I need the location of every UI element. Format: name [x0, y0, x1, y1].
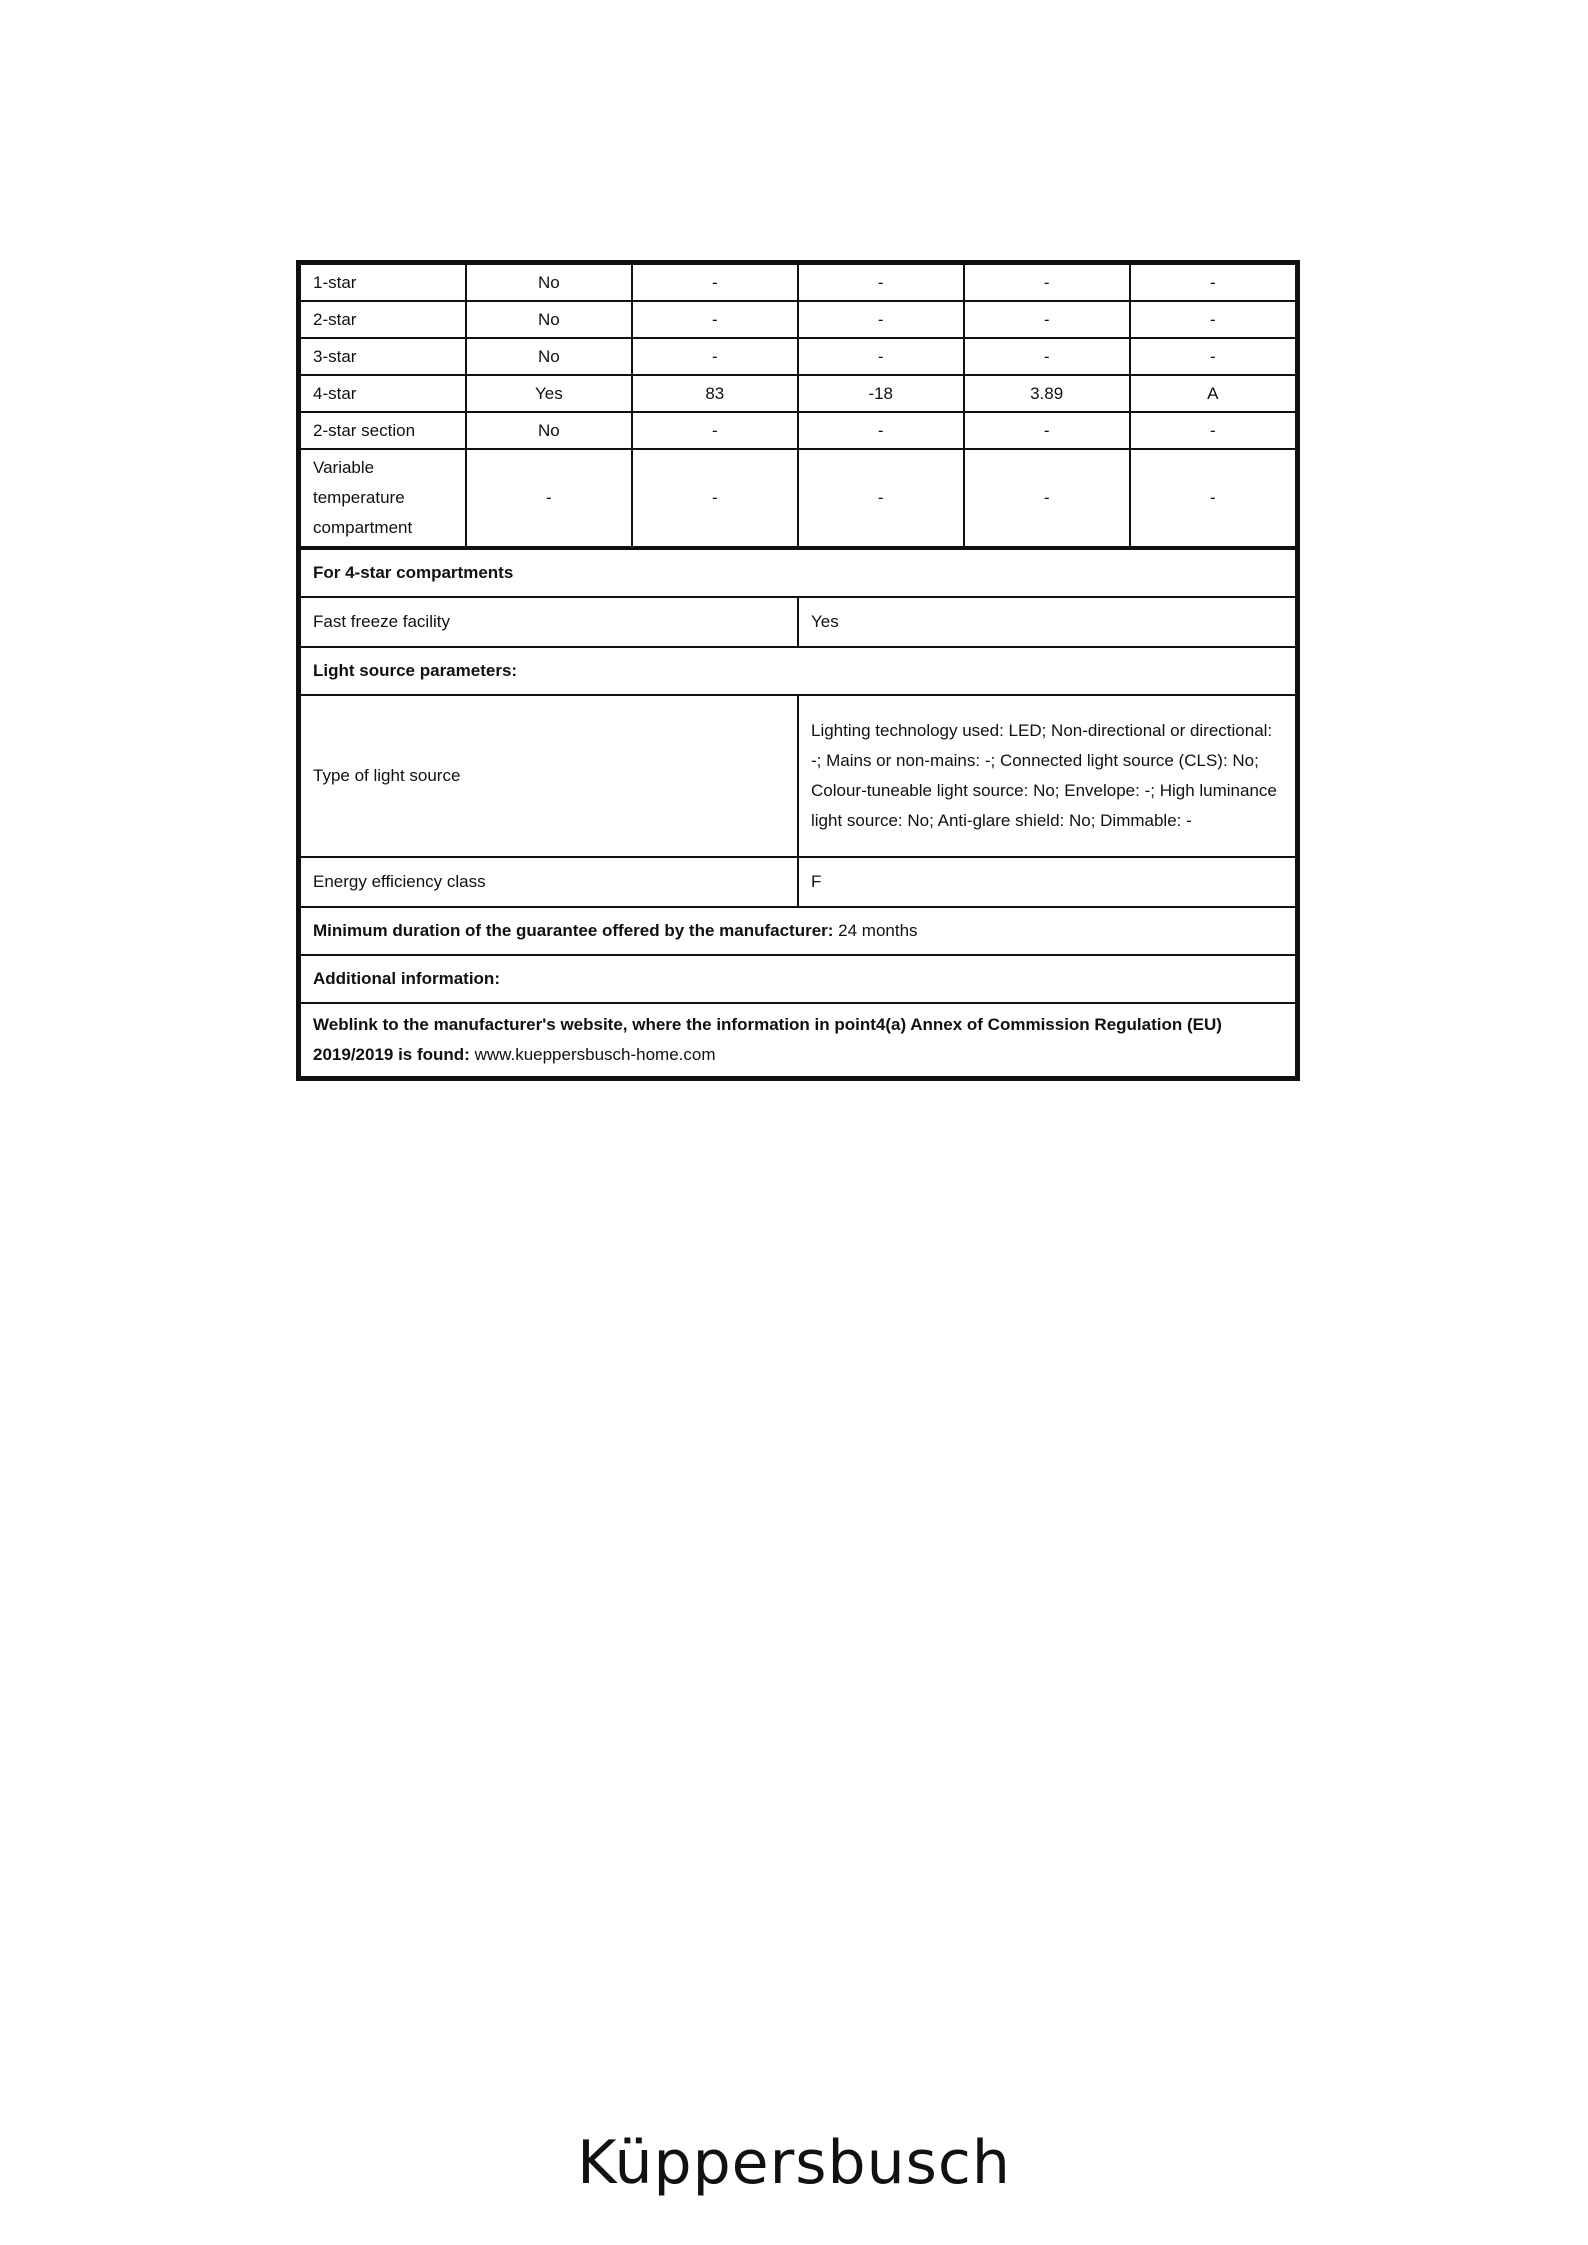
- table-cell: A: [1130, 375, 1296, 412]
- table-cell: 83: [632, 375, 798, 412]
- table-cell: -: [632, 264, 798, 301]
- table-row: [300, 695, 1296, 857]
- table-cell: -18: [798, 375, 964, 412]
- table-row: [300, 301, 1296, 338]
- table-cell: No: [466, 412, 632, 449]
- table-cell: -: [798, 301, 964, 338]
- table-cell: Yes: [466, 375, 632, 412]
- table-row: [300, 375, 1296, 412]
- table-cell: -: [632, 301, 798, 338]
- fast-freeze-value: Yes: [798, 597, 1296, 647]
- table-cell: -: [798, 338, 964, 375]
- table-cell: -: [1130, 264, 1296, 301]
- weblink-url[interactable]: www.kueppersbusch-home.com: [474, 1045, 716, 1064]
- table-cell: -: [964, 301, 1130, 338]
- energy-class-value: F: [798, 857, 1296, 907]
- guarantee-value: 24 months: [838, 921, 918, 940]
- table-cell: -: [632, 449, 798, 547]
- row-label: 2-star: [300, 301, 466, 338]
- table-row: [300, 549, 1296, 597]
- table-row: [300, 449, 1296, 547]
- table-row: [300, 955, 1296, 1003]
- table-cell: -: [1130, 338, 1296, 375]
- weblink-row: [300, 1003, 1296, 1077]
- table-cell: No: [466, 301, 632, 338]
- table-cell: -: [798, 412, 964, 449]
- table-cell: -: [466, 449, 632, 547]
- light-source-heading: Light source parameters:: [300, 647, 1296, 695]
- light-source-type-label: Type of light source: [300, 695, 798, 857]
- table-row: [300, 1003, 1296, 1077]
- guarantee-row: [300, 907, 1296, 955]
- compartment-table: [299, 263, 1297, 548]
- row-label: 1-star: [300, 264, 466, 301]
- row-label: 3-star: [300, 338, 466, 375]
- additional-info-heading: Additional information:: [300, 955, 1296, 1003]
- four-star-heading: For 4-star compartments: [300, 549, 1296, 597]
- table-row: [300, 647, 1296, 695]
- table-row: [300, 597, 1296, 647]
- table-cell: -: [632, 412, 798, 449]
- table-row: [300, 264, 1296, 301]
- brand-logo: Küppersbusch: [577, 2128, 1011, 2198]
- table-cell: No: [466, 338, 632, 375]
- table-cell: -: [1130, 301, 1296, 338]
- table-cell: -: [798, 264, 964, 301]
- table-cell: No: [466, 264, 632, 301]
- table-cell: -: [964, 338, 1130, 375]
- table-cell: -: [632, 338, 798, 375]
- table-cell: 3.89: [964, 375, 1130, 412]
- product-information-sheet: [296, 260, 1300, 1081]
- table-cell: -: [798, 449, 964, 547]
- row-label: 2-star section: [300, 412, 466, 449]
- table-cell: -: [1130, 412, 1296, 449]
- table-cell: -: [964, 264, 1130, 301]
- table-cell: -: [964, 449, 1130, 547]
- table-row: [300, 907, 1296, 955]
- parameters-table: [299, 548, 1297, 1078]
- table-row: [300, 857, 1296, 907]
- weblink-label: Weblink to the manufacturer's website, where the information in point4(a) Annex of Commission Regulation (EU) 2019/2019 is found:: [313, 1015, 1222, 1064]
- fast-freeze-label: Fast freeze facility: [300, 597, 798, 647]
- row-label: Variable temperature compartment: [300, 449, 466, 547]
- table-cell: -: [964, 412, 1130, 449]
- row-label: 4-star: [300, 375, 466, 412]
- energy-class-label: Energy efficiency class: [300, 857, 798, 907]
- guarantee-label: Minimum duration of the guarantee offered by the manufacturer:: [313, 921, 834, 940]
- table-cell: -: [1130, 449, 1296, 547]
- table-row: [300, 338, 1296, 375]
- light-source-type-value: Lighting technology used: LED; Non-directional or directional: -; Mains or non-mains: -; Connected light source (CLS): No; Colour-tuneable light source: No; Envelope: -; High luminance light source: No; Anti-glare shield: No; Dimmable: -: [798, 695, 1296, 857]
- table-row: [300, 412, 1296, 449]
